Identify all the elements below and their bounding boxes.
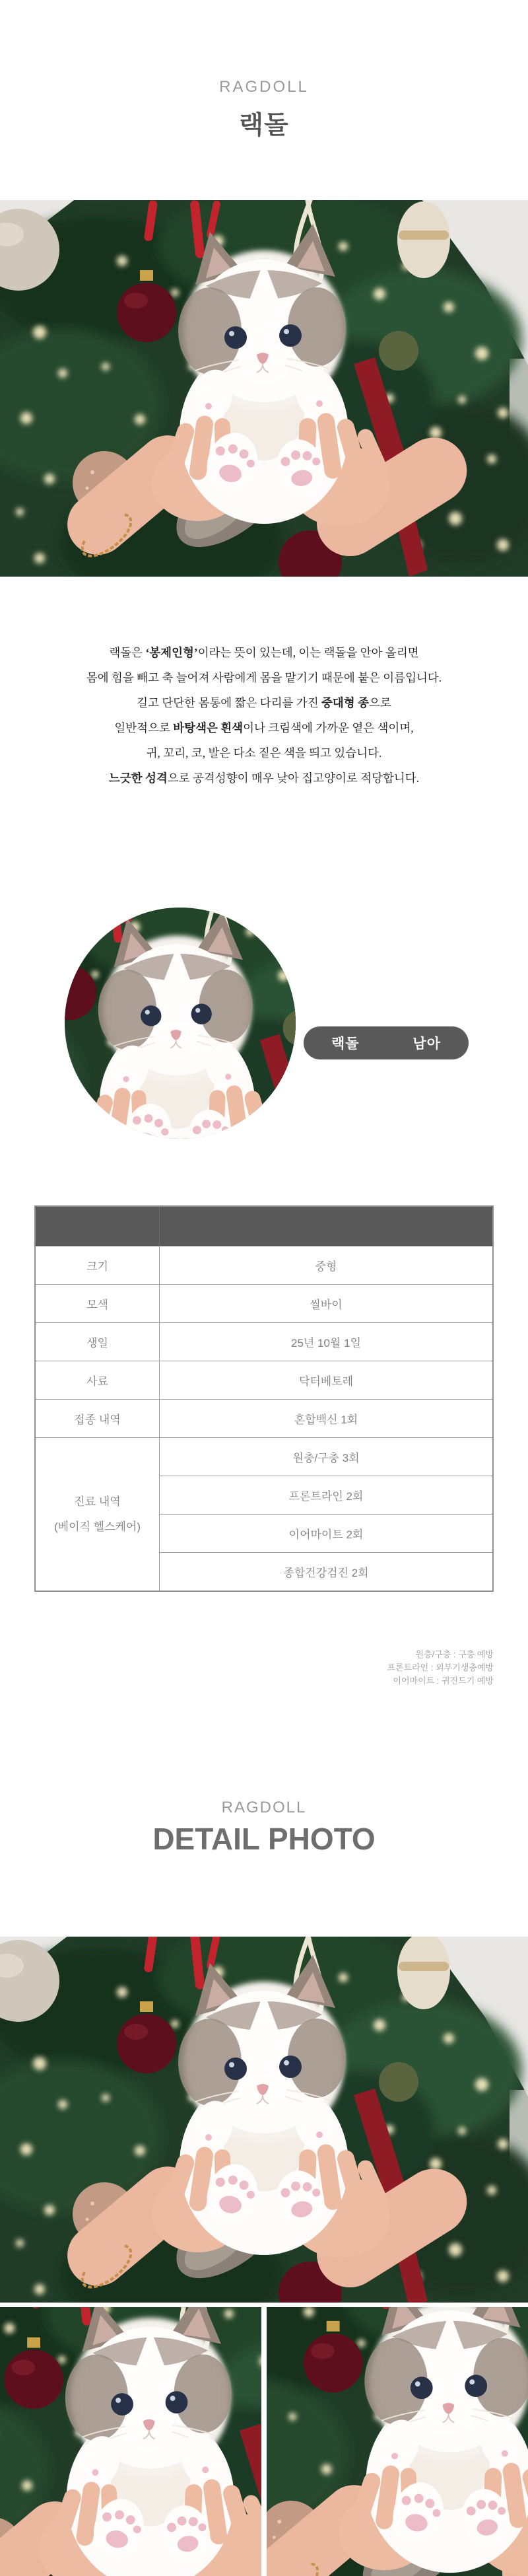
row-label: 크기 bbox=[35, 1246, 160, 1285]
detail-photo-1 bbox=[0, 1937, 528, 2303]
table-row bbox=[35, 1361, 493, 1400]
care-item: 원충/구충 3회 bbox=[160, 1438, 494, 1476]
breed-name-korean: 랙돌 bbox=[239, 112, 289, 139]
table-row bbox=[35, 1400, 493, 1438]
description-line: 길고 단단한 몸통에 짧은 다리를 가진 중대형 종으로 bbox=[137, 696, 391, 709]
description-line: 느긋한 성격으로 공격성향이 매우 낮아 집고양이로 적당합니다. bbox=[108, 771, 420, 785]
row-label: 모색 bbox=[35, 1285, 160, 1323]
row-value: 씰바이 bbox=[160, 1285, 494, 1323]
care-item: 이어마이트 2회 bbox=[160, 1515, 494, 1553]
detail-photo-pair bbox=[0, 2307, 528, 2576]
breed-sex-badge bbox=[304, 1026, 469, 1059]
table-row bbox=[35, 1323, 493, 1361]
hero-kitten-photo bbox=[0, 200, 528, 577]
detail-brand-english: RAGDOLL bbox=[221, 1799, 307, 1816]
footnote-line: 이어마이트 : 귀진드기 예방 bbox=[393, 1676, 494, 1686]
description-line: 귀, 꼬리, 코, 발은 다소 짙은 색을 띄고 있습니다. bbox=[146, 746, 382, 760]
care-item: 종합건강검진 2회 bbox=[160, 1553, 494, 1592]
row-value: 혼합백신 1회 bbox=[160, 1400, 494, 1438]
description-line: 랙돌은 ‘봉제인형’이라는 뜻이 있는데, 이는 랙돌을 안아 올리면 bbox=[109, 646, 419, 659]
detail-photo-title: DETAIL PHOTO bbox=[152, 1822, 376, 1856]
table-row-care bbox=[35, 1438, 493, 1476]
row-label: 생일 bbox=[35, 1323, 160, 1361]
row-value: 닥터베토레 bbox=[160, 1361, 494, 1400]
badge-sex-label: 남아 bbox=[412, 1036, 441, 1052]
row-value: 25년 10월 1일 bbox=[160, 1323, 494, 1361]
table-header-row bbox=[35, 1206, 493, 1246]
table-row bbox=[35, 1285, 493, 1323]
row-label: 접종 내역 bbox=[35, 1400, 160, 1438]
breed-description bbox=[0, 640, 528, 791]
description-line: 일반적으로 바탕색은 흰색이나 크림색에 가까운 옅은 색이며, bbox=[114, 721, 414, 734]
detail-photo-heading bbox=[0, 1799, 528, 1857]
row-value: 중형 bbox=[160, 1246, 494, 1285]
row-label: 사료 bbox=[35, 1361, 160, 1400]
breed-heading bbox=[0, 0, 528, 141]
care-footnotes bbox=[0, 1648, 528, 1688]
table-header-label-cell bbox=[35, 1206, 160, 1246]
detail-photo-right bbox=[267, 2307, 528, 2576]
pet-info-table bbox=[34, 1205, 494, 1592]
badge-breed-label: 랙돌 bbox=[331, 1036, 360, 1052]
footnote-line: 프론트라인 : 외부기생충예방 bbox=[387, 1663, 494, 1672]
care-item: 프론트라인 2회 bbox=[160, 1476, 494, 1515]
profile-section bbox=[0, 908, 528, 1139]
kitten-avatar-photo bbox=[65, 908, 296, 1139]
care-row-label: 진료 내역 (베이직 헬스케어) bbox=[35, 1438, 160, 1592]
table-header-value-cell bbox=[160, 1206, 494, 1246]
description-line: 몸에 힘을 빼고 축 늘어져 사람에게 몸을 맡기기 때문에 붙은 이름입니다. bbox=[86, 671, 442, 684]
detail-photo-left bbox=[0, 2307, 261, 2576]
breed-name-english: RAGDOLL bbox=[219, 78, 309, 96]
table-row bbox=[35, 1246, 493, 1285]
footnote-line: 원충/구충 : 구충 예방 bbox=[415, 1649, 494, 1659]
